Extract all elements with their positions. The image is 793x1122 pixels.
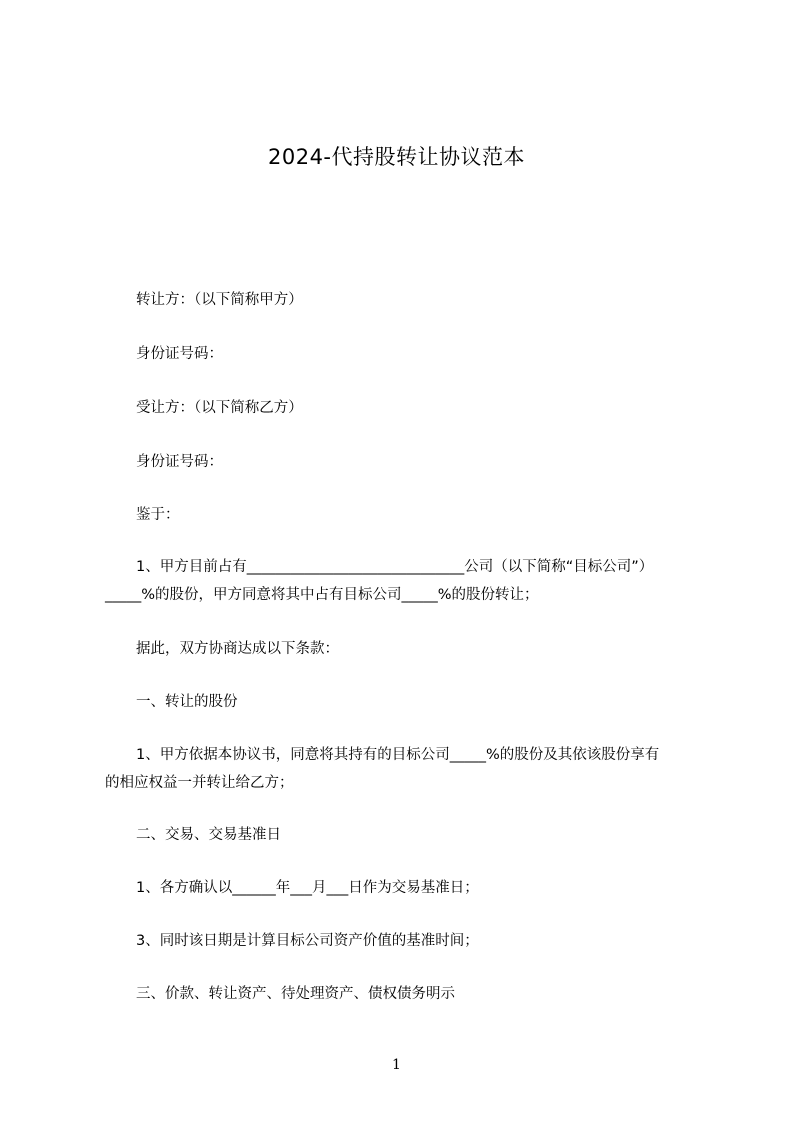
paragraph-transferor-id: 身份证号码： [136,346,223,362]
section-heading-1: 一、转让的股份 [136,694,238,710]
paragraph-whereas: 鉴于： [136,507,180,523]
paragraph-section-1-clause-1-line-1: 1、甲方依据本协议书，同意将其持有的目标公司_____%的股份及其依该股份享有 [136,747,660,763]
paragraph-section-1-clause-1-line-2: 的相应权益一并转让给乙方； [105,775,294,791]
paragraph-clause-1-line-1: 1、甲方目前占有______________________________公司（以下简称“目标公司”） [136,559,654,575]
section-heading-2: 二、交易、交易基准日 [136,827,281,843]
page-number: 1 [392,1057,401,1073]
paragraph-agreement: 据此，双方协商达成以下条款： [136,641,339,657]
document-title: 2024-代持股转让协议范本 [267,145,526,169]
paragraph-clause-1-line-2: _____%的股份，甲方同意将其中占有目标公司_____%的股份转让； [105,587,539,603]
paragraph-transferee: 受让方：（以下简称乙方） [136,400,303,416]
paragraph-transferee-id: 身份证号码： [136,454,223,470]
paragraph-section-2-clause-1: 1、各方确认以______年___月___日作为交易基准日； [136,880,479,896]
section-heading-3: 三、价款、转让资产、待处理资产、债权债务明示 [136,986,455,1002]
paragraph-section-2-clause-3: 3、同时该日期是计算目标公司资产价值的基准时间； [136,933,479,949]
paragraph-transferor: 转让方：（以下简称甲方） [136,292,303,308]
